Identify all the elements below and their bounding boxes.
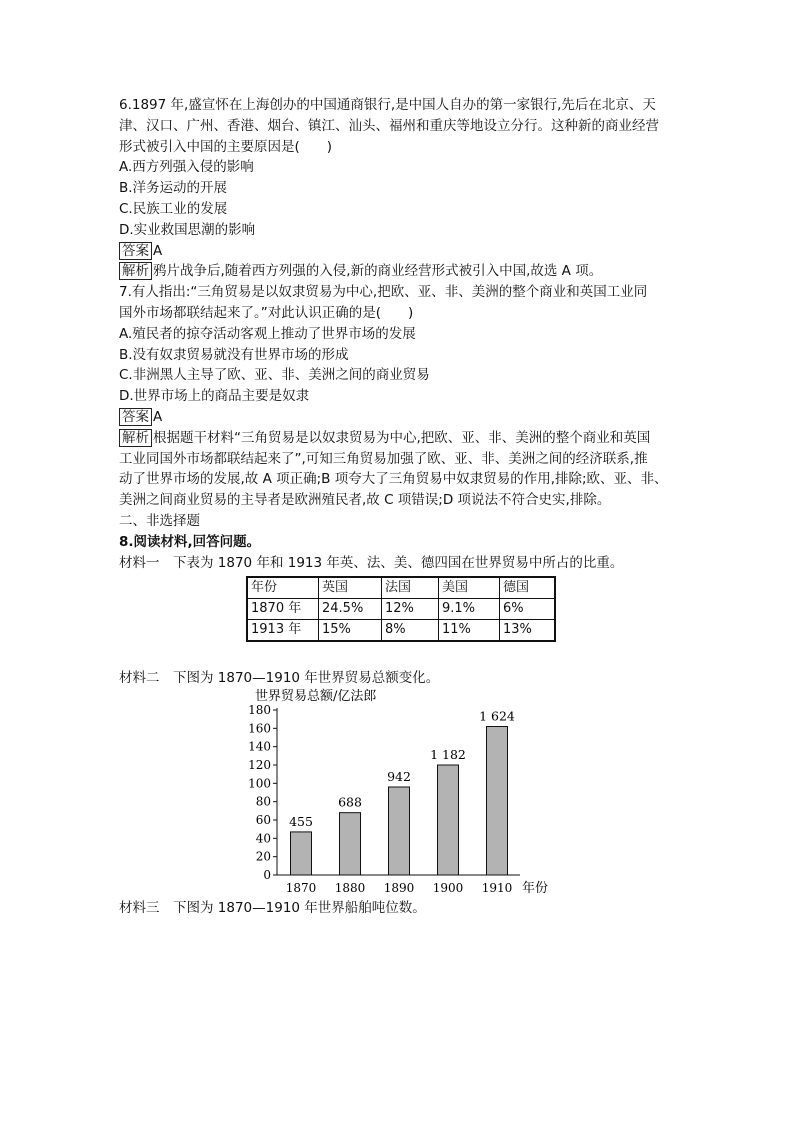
table-cell: 11%: [439, 620, 500, 642]
q7-analysis-line-2: 工业同国外市场都联结起来了”,可知三角贸易加强了欧、亚、非、美洲之间的经济联系,推: [119, 450, 648, 467]
bar: [291, 832, 312, 875]
table-header-cell: 年份: [247, 577, 319, 599]
y-axis-label: 世界贸易总额/亿法郎: [255, 689, 377, 704]
table-cell: 1870 年: [247, 599, 319, 620]
q7-option-d: D.世界市场上的商品主要是奴隶: [119, 388, 310, 405]
q6-stem-line-3: 形式被引入中国的主要原因是( ): [119, 138, 333, 155]
q6-option-b: B.洋务运动的开展: [119, 180, 228, 197]
x-axis-label: 年份: [522, 881, 549, 896]
y-tick-label: 60: [255, 813, 271, 827]
table-row: [247, 599, 555, 620]
y-tick-label: 0: [263, 868, 271, 882]
bar-data-label: 455: [289, 813, 313, 829]
y-tick-label: 140: [248, 739, 271, 754]
table-cell: 24.5%: [319, 599, 382, 620]
y-tick-label: 20: [255, 849, 271, 864]
bar: [487, 727, 508, 876]
bar: [389, 787, 410, 875]
table-header-cell: 美国: [439, 577, 500, 599]
y-tick-label: 80: [255, 794, 271, 809]
table-header-cell: 德国: [500, 577, 556, 599]
bar-data-label: 1 624: [479, 708, 515, 724]
material-3-caption: 材料三 下图为 1870—1910 年世界船舶吨位数。: [119, 900, 426, 916]
y-tick-label: 100: [248, 776, 271, 791]
analysis-label: 解析: [119, 262, 152, 280]
bar-data-label: 942: [387, 769, 411, 784]
q7-stem-line-1: 7.有人指出:“三角贸易是以奴隶贸易为中心,把欧、亚、非、美洲的整个商业和英国工业同: [119, 284, 648, 301]
analysis-text: 根据题干材料“三角贸易是以奴隶贸易为中心,把欧、亚、非、美洲的整个商业和英国: [153, 429, 651, 446]
q8-stem: 8.阅读材料,回答问题。: [119, 533, 261, 550]
section-title: 二、非选择题: [119, 512, 200, 529]
q7-stem-line-2: 国外市场都联结起来了。”对此认识正确的是( ): [119, 304, 414, 321]
bar-data-label: 1 182: [430, 747, 466, 762]
table-cell: 1913 年: [247, 620, 319, 642]
x-tick-label: 1900: [432, 881, 464, 895]
answer-value: A: [153, 242, 163, 259]
q7-option-c: C.非洲黑人主导了欧、亚、非、美洲之间的商业贸易: [119, 367, 430, 384]
x-tick-label: 1910: [481, 881, 513, 895]
table-cell: 15%: [319, 620, 382, 642]
y-tick-label: 160: [248, 721, 271, 736]
table-cell: 13%: [500, 620, 556, 642]
table-header-row: [247, 577, 555, 599]
q7-analysis-line-3: 动了世界市场的发展,故 A 项正确;B 项夸大了三角贸易中奴隶贸易的作用,排除;欧、亚、非、: [119, 471, 668, 488]
analysis-text: 鸦片战争后,随着西方列强的入侵,新的商业经营形式被引入中国,故选 A 项。: [153, 263, 603, 280]
x-tick-label: 1890: [383, 881, 415, 895]
table-cell: 9.1%: [439, 599, 500, 620]
material-2-caption: 材料二 下图为 1870—1910 年世界贸易总额变化。: [119, 670, 440, 686]
q6-option-d: D.实业救国思潮的影响: [119, 221, 256, 238]
q7-answer: [119, 407, 679, 428]
trade-share-table: [246, 576, 556, 642]
q6-stem-line-1: 6.1897 年,盛宣怀在上海创办的中国通商银行,是中国人自办的第一家银行,先后在北京、天: [119, 97, 656, 113]
table-cell: 12%: [382, 599, 439, 620]
y-tick-label: 40: [255, 831, 271, 846]
q7-option-a: A.殖民者的掠夺活动客观上推动了世界市场的发展: [119, 325, 416, 342]
answer-label: 答案: [119, 242, 152, 260]
q6-option-c: C.民族工业的发展: [119, 200, 228, 217]
analysis-label: 解析: [119, 429, 152, 447]
answer-value: A: [153, 408, 163, 425]
y-tick-label: 180: [248, 703, 271, 717]
bar: [340, 813, 361, 875]
material-1-caption: 材料一 下表为 1870 年和 1913 年英、法、美、德四国在世界贸易中所占的比重。: [119, 554, 624, 571]
table-cell: 6%: [500, 599, 556, 620]
q6-option-a: A.西方列强入侵的影响: [119, 159, 254, 176]
world-trade-bar-chart: [235, 685, 565, 900]
q6-answer: [119, 241, 679, 262]
table-header-cell: 英国: [319, 577, 382, 599]
x-tick-label: 1870: [285, 881, 317, 895]
y-tick-label: 120: [248, 758, 271, 772]
x-tick-label: 1880: [334, 881, 366, 895]
question-page: [119, 95, 679, 573]
q6-analysis: [119, 261, 679, 282]
q7-analysis-line-4: 美洲之间商业贸易的主导者是欧洲殖民者,故 C 项错误;D 项说法不符合史实,排除。: [119, 492, 611, 509]
q6-stem-line-2: 津、汉口、广州、香港、烟台、镇江、汕头、福州和重庆等地设立分行。这种新的商业经营: [119, 117, 659, 134]
q7-analysis-line-1: [119, 428, 679, 449]
bar: [438, 765, 459, 875]
bar-data-label: 688: [338, 794, 362, 810]
answer-label: 答案: [119, 408, 152, 426]
table-cell: 8%: [382, 620, 439, 642]
table-row: [247, 620, 555, 642]
q7-option-b: B.没有奴隶贸易就没有世界市场的形成: [119, 346, 349, 363]
table-header-cell: 法国: [382, 577, 439, 599]
